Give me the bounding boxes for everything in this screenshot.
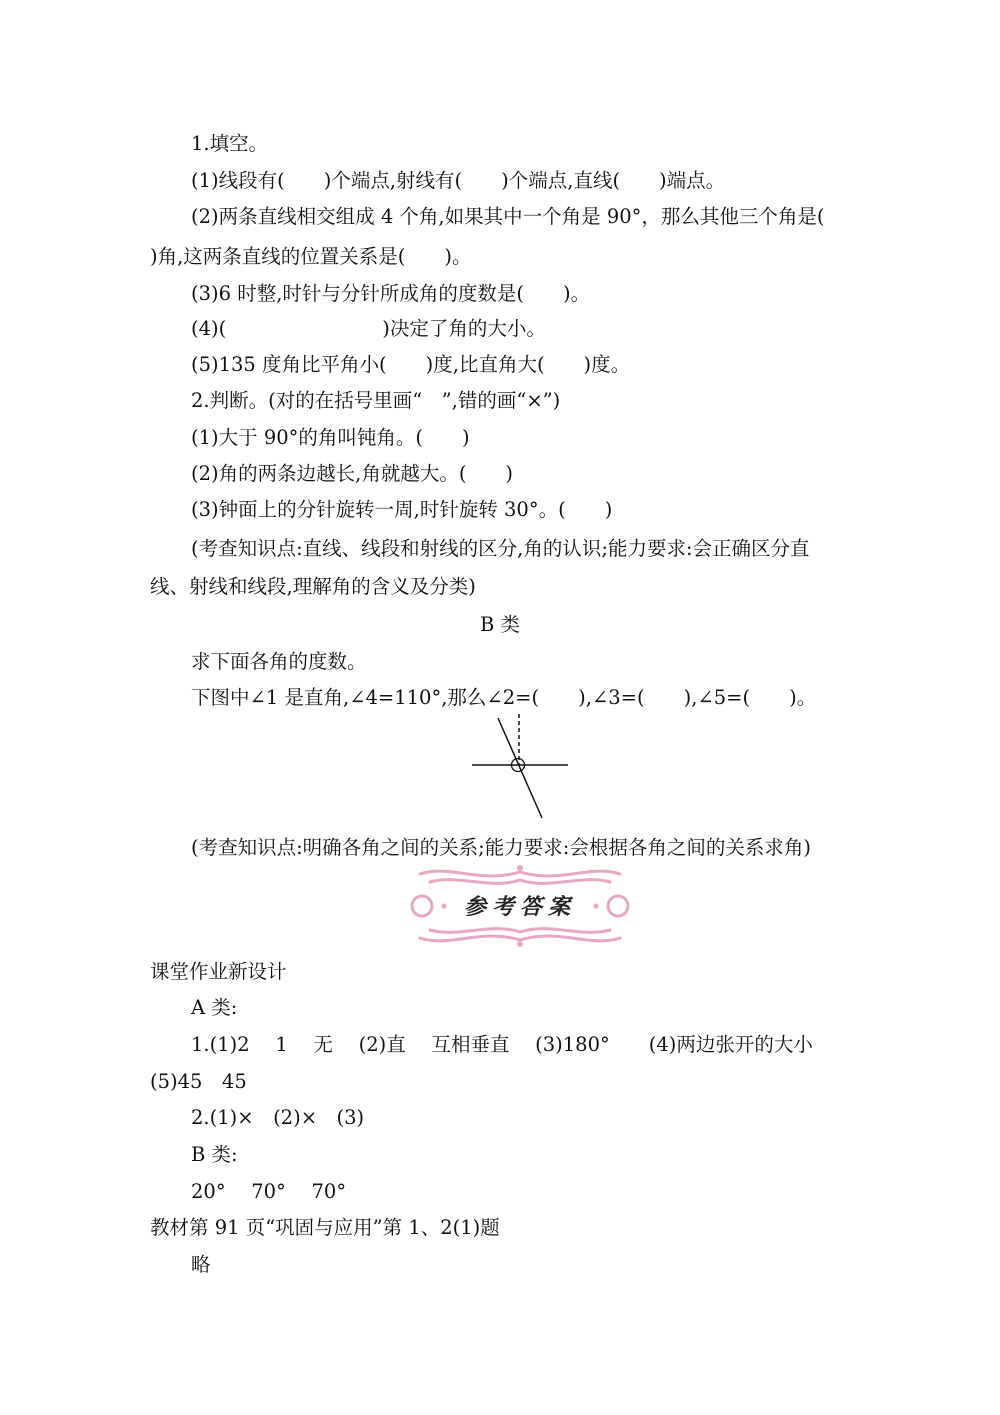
section-b-instruction: 求下面各角的度数。: [191, 650, 367, 673]
note-1a: (考查知识点:直线、线段和射线的区分,角的认识;能力要求:会正确区分直: [191, 537, 810, 560]
answers-textbook: 教材第 91 页“巩固与应用”第 1、2(1)题: [150, 1216, 500, 1239]
answers-b-label: B 类:: [191, 1143, 238, 1166]
note-2: (考查知识点:明确各角之间的关系;能力要求:会根据各角之间的关系求角): [191, 836, 811, 859]
q2-title: 2.判断。(对的在括号里画“ ”,错的画“×”): [191, 389, 561, 412]
q2-s1: (1)大于 90°的角叫钝角。( ): [191, 426, 470, 449]
answers-a-label: A 类:: [191, 996, 238, 1019]
q1-s4: (4)( )决定了角的大小。: [191, 317, 546, 340]
angle-diagram: [460, 710, 580, 825]
answers-a1b: (5)45 45: [150, 1070, 247, 1093]
q1-s2a: (2)两条直线相交组成 4 个角,如果其中一个角是 90°，那么其他三个角是(: [191, 205, 825, 228]
section-b-title: B 类: [479, 613, 521, 636]
oblique-line: [498, 718, 542, 818]
q1-title: 1.填空。: [191, 132, 269, 155]
q2-s3: (3)钟面上的分针旋转一周,时针旋转 30°。( ): [191, 498, 613, 521]
section-b-question: 下图中∠1 是直角,∠4=110°,那么∠2=( ),∠3=( ),∠5=( )。: [191, 686, 817, 709]
q1-s1: (1)线段有( )个端点,射线有( )个端点,直线( )端点。: [191, 169, 726, 192]
q2-s2: (2)角的两条边越长,角就越大。( ): [191, 462, 514, 485]
answer-banner: [410, 862, 630, 950]
banner-title: 参考答案: [463, 894, 577, 920]
answers-heading: 课堂作业新设计: [150, 960, 287, 983]
q1-s5: (5)135 度角比平角小( )度,比直角大( )度。: [191, 353, 631, 376]
answers-a1a: 1.(1)2 1 无 (2)直 互相垂直 (3)180° (4)两边张开的大小: [191, 1033, 813, 1056]
q1-s2b: )角,这两条直线的位置关系是( )。: [150, 245, 472, 268]
q1-s3: (3)6 时整,时针与分针所成角的度数是( )。: [191, 282, 591, 305]
note-1b: 线、射线和线段,理解角的含义及分类): [150, 575, 476, 598]
answers-b-values: 20° 70° 70°: [191, 1180, 347, 1203]
answers-omitted: 略: [191, 1253, 211, 1276]
answers-a2: 2.(1)× (2)× (3): [191, 1106, 365, 1129]
